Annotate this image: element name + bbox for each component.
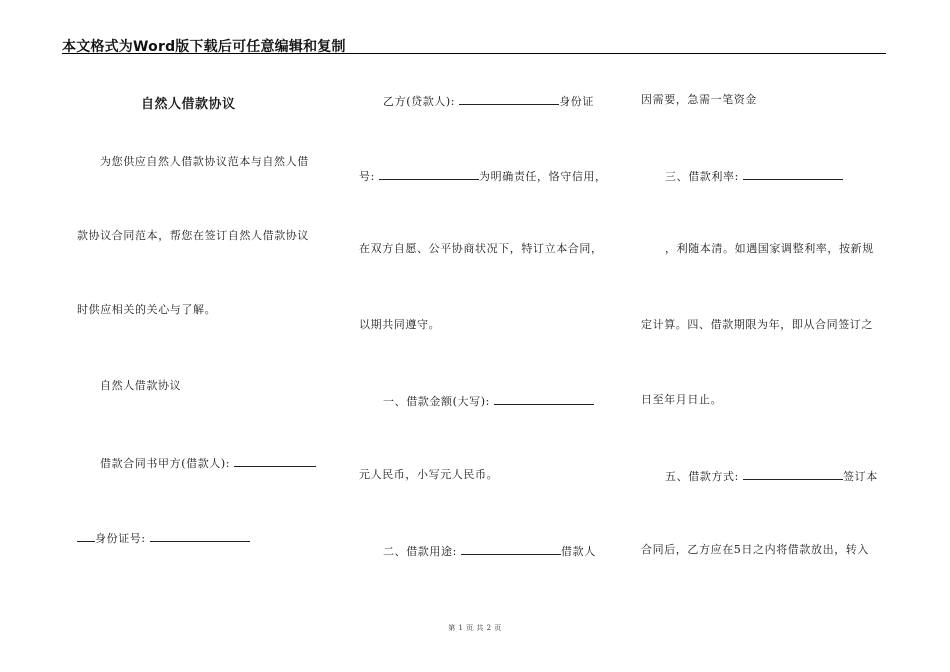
loan-purpose-blank	[461, 543, 561, 555]
document-banner: 本文格式为Word版下载后可任意编辑和复制	[62, 39, 346, 55]
loan-purpose-label: 二、借款用途:	[383, 545, 462, 558]
intro-line-1: 为您供应自然人借款协议范本与自然人借	[100, 155, 309, 168]
col3-line-3: ，利随本清。如遇国家调整利率，按新规	[665, 242, 874, 255]
id-number-blank	[150, 530, 250, 542]
id-number-label: 身份证号:	[95, 532, 150, 545]
interest-rate-blank	[743, 168, 843, 180]
id-number-line	[77, 530, 250, 546]
loan-purpose-line	[383, 543, 596, 559]
loan-amount-units: 元人民币，小写元人民币。	[359, 468, 499, 481]
loan-amount-label: 一、借款金额(大写):	[383, 395, 494, 408]
party-b-line	[383, 93, 594, 109]
party-b-blank	[459, 93, 559, 105]
party-a-blank	[234, 455, 316, 467]
banner-divider	[62, 53, 886, 54]
party-b-suffix: 身份证	[559, 95, 594, 108]
col2-line-3: 在双方自愿、公平协商状况下，特订立本合同，	[359, 242, 603, 255]
loan-method-blank	[743, 468, 843, 480]
loan-amount-blank	[494, 393, 594, 405]
document-title: 自然人借款协议	[141, 97, 236, 112]
loan-method-label: 五、借款方式:	[665, 470, 744, 483]
party-a-label: 借款合同书甲方(借款人):	[100, 457, 235, 470]
intro-line-2: 款协议合同范本，帮您在签订自然人借款协议	[77, 229, 309, 242]
interest-rate-line	[665, 168, 843, 184]
col3-line-1: 因需要，急需一笔资金	[641, 93, 757, 106]
party-a-line	[100, 455, 316, 471]
col3-line-5: 日至年月日止。	[641, 393, 723, 406]
party-b-id-suffix: 为明确责任，恪守信用，	[479, 170, 607, 183]
agreement-subtitle: 自然人借款协议	[100, 379, 182, 392]
party-b-id-label: 号:	[359, 170, 380, 183]
party-b-id-line	[359, 168, 607, 184]
loan-method-suffix: 签订本	[843, 470, 878, 483]
intro-line-3: 时供应相关的关心与了解。	[77, 303, 217, 316]
col3-line-4: 定计算。四、借款期限为年，即从合同签订之	[641, 318, 873, 331]
loan-method-line	[665, 468, 878, 484]
loan-amount-line	[383, 393, 594, 409]
loan-purpose-suffix: 借款人	[561, 545, 596, 558]
party-b-label: 乙方(贷款人):	[383, 95, 460, 108]
col3-line-7: 合同后，乙方应在5日之内将借款放出，转入	[641, 543, 869, 556]
col2-line-4: 以期共同遵守。	[359, 318, 441, 331]
id-leading-blank	[77, 530, 95, 542]
party-b-id-blank	[379, 168, 479, 180]
interest-rate-label: 三、借款利率:	[665, 170, 744, 183]
page-number: 第 1 页 共 2 页	[448, 624, 502, 632]
